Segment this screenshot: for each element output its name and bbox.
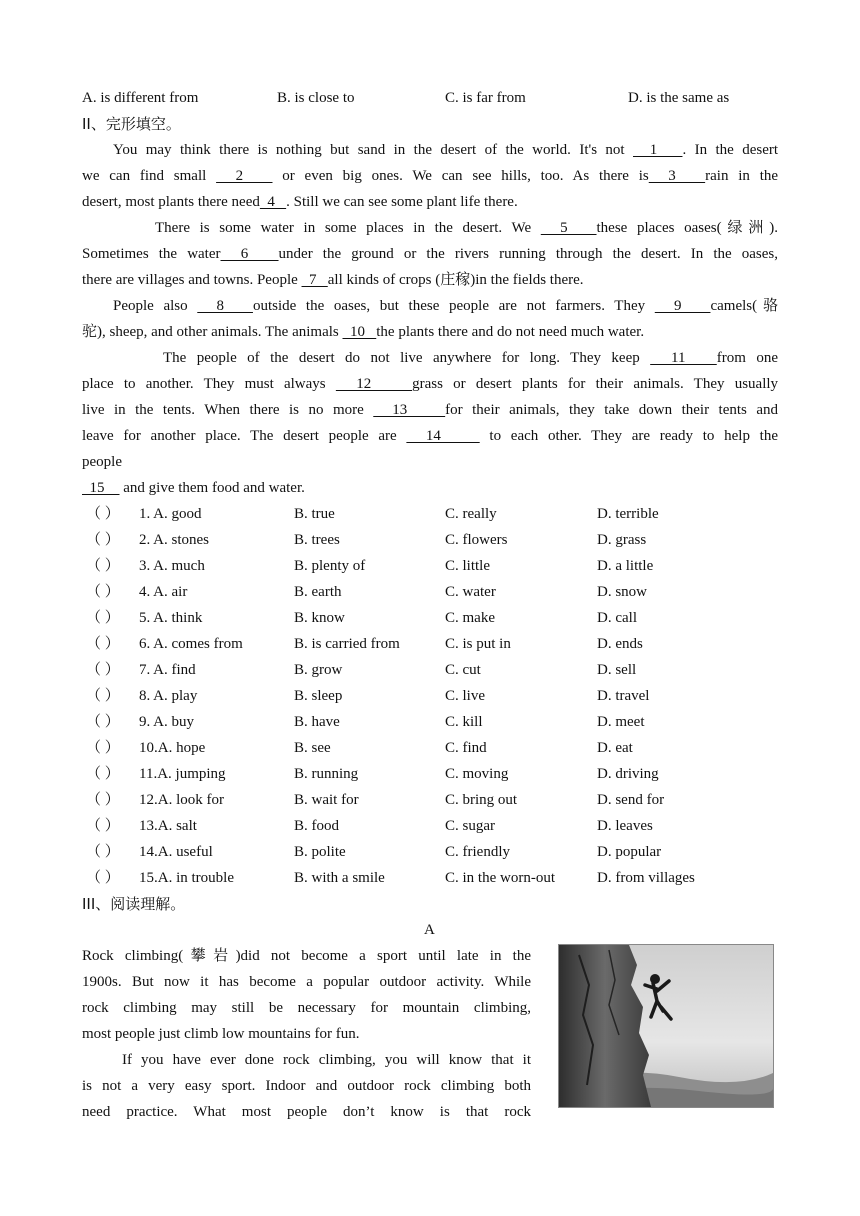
blank-7: 7 (301, 272, 328, 288)
passage-line-14: 15 and give them food and water. (82, 480, 305, 496)
option-b: B. see (294, 740, 331, 756)
option-b: B. plenty of (294, 558, 366, 574)
option-d: D. meet (597, 714, 645, 730)
passage-line-7: People also 8 outside the oases, but these people are not farmers. They 9 camels(骆 (113, 298, 778, 314)
question-row (86, 609, 786, 627)
question-row (86, 687, 786, 705)
blank-5: 5 (540, 220, 597, 236)
option-c: C. live (445, 688, 485, 704)
answer-paren: （ ） (86, 792, 120, 808)
option-a: 10.A. hope (139, 740, 206, 756)
option-d: D. grass (597, 532, 647, 548)
option-a: 9. A. buy (139, 714, 195, 730)
option-d: D. from villages (597, 870, 695, 886)
option-d: D. send for (597, 792, 665, 808)
option-c: C. water (445, 584, 496, 600)
option-b: B. grow (294, 662, 343, 678)
option-b: B. earth (294, 584, 342, 600)
passage-line-5: Sometimes the water 6 under the ground or the rivers running through the desert. In the oases, (82, 246, 778, 262)
prev-option-c: C. is far from (445, 90, 526, 106)
option-a: 2. A. stones (139, 532, 210, 548)
option-a: 12.A. look for (139, 792, 224, 808)
question-row (86, 635, 786, 653)
passage-label: A (424, 922, 435, 938)
blank-4: 4 (259, 194, 287, 210)
passage-line-12: leave for another place. The desert people are 14 to each other. They are ready to help the (82, 428, 779, 444)
answer-paren: （ ） (86, 662, 120, 678)
option-b: B. is carried from (294, 636, 400, 652)
option-b: B. know (294, 610, 345, 626)
question-row (86, 791, 786, 809)
option-c: C. kill (445, 714, 483, 730)
option-d: D. eat (597, 740, 633, 756)
option-a: 4. A. air (139, 584, 188, 600)
blank-9: 9 (654, 298, 711, 314)
option-c: C. friendly (445, 844, 510, 860)
option-b: B. running (294, 766, 359, 782)
option-d: D. snow (597, 584, 648, 600)
prev-option-b: B. is close to (277, 90, 355, 106)
blank-14: 14 (406, 428, 480, 444)
answer-paren: （ ） (86, 610, 120, 626)
reading-line-5: If you have ever done rock climbing, you will know that it (122, 1052, 531, 1068)
option-b: B. food (294, 818, 339, 834)
option-d: D. popular (597, 844, 662, 860)
option-a: 11.A. jumping (139, 766, 226, 782)
reading-line-3: rock climbing may still be necessary for mountain climbing, (82, 1000, 531, 1016)
option-d: D. call (597, 610, 637, 626)
passage-line-13: people (82, 454, 122, 470)
option-b: B. wait for (294, 792, 359, 808)
question-row (86, 583, 786, 601)
blank-11: 11 (650, 350, 717, 366)
option-d: D. travel (597, 688, 650, 704)
option-d: D. ends (597, 636, 643, 652)
answer-paren: （ ） (86, 636, 120, 652)
passage-line-4: There is some water in some places in the desert. We 5 these places oases(绿洲). (155, 220, 779, 236)
question-row (86, 661, 786, 679)
answer-paren: （ ） (86, 766, 120, 782)
passage-line-11: live in the tents. When there is no more 13 for their animals, they take down their tents and (82, 402, 779, 418)
answer-paren: （ ） (86, 558, 120, 574)
blank-6: 6 (220, 246, 279, 262)
option-a: 5. A. think (139, 610, 203, 626)
passage-line-9: The people of the desert do not live anywhere for long. They keep 11 from one (163, 350, 778, 366)
option-d: D. sell (597, 662, 637, 678)
option-c: C. moving (445, 766, 509, 782)
option-d: D. a little (597, 558, 654, 574)
prev-option-a: A. is different from (82, 90, 199, 106)
option-d: D. leaves (597, 818, 653, 834)
option-c: C. make (445, 610, 495, 626)
option-c: C. is put in (445, 636, 511, 652)
blank-12: 12 (335, 376, 413, 392)
option-b: B. polite (294, 844, 346, 860)
answer-paren: （ ） (86, 584, 120, 600)
answer-paren: （ ） (86, 532, 120, 548)
answer-paren: （ ） (86, 740, 120, 756)
question-row (86, 713, 786, 731)
option-c: C. find (445, 740, 487, 756)
answer-paren: （ ） (86, 844, 120, 860)
answer-paren: （ ） (86, 870, 120, 886)
passage-line-10: place to another. They must always 12 grass or desert plants for their animals. They usually (82, 376, 779, 392)
option-c: C. cut (445, 662, 481, 678)
answer-paren: （ ） (86, 818, 120, 834)
blank-10: 10 (342, 324, 377, 340)
option-a: 7. A. find (139, 662, 196, 678)
reading-line-7: need practice. What most people don’t know is that rock (82, 1104, 531, 1120)
passage-line-3: desert, most plants there need 4 . Still we can see some plant life there. (82, 194, 518, 210)
blank-8: 8 (197, 298, 253, 314)
option-b: B. sleep (294, 688, 343, 704)
reading-line-4: most people just climb low mountains for fun. (82, 1026, 360, 1042)
option-d: D. driving (597, 766, 659, 782)
option-a: 6. A. comes from (139, 636, 243, 652)
answer-paren: （ ） (86, 714, 120, 730)
option-b: B. have (294, 714, 340, 730)
question-row (86, 505, 786, 523)
option-a: 3. A. much (139, 558, 205, 574)
option-a: 14.A. useful (139, 844, 213, 860)
rock-climbing-photo (558, 944, 774, 1108)
option-d: D. terrible (597, 506, 659, 522)
option-b: B. trees (294, 532, 340, 548)
passage-line-1: You may think there is nothing but sand in the desert of the world. It's not 1 . In the desert (113, 142, 779, 158)
answer-paren: （ ） (86, 688, 120, 704)
option-c: C. little (445, 558, 490, 574)
reading-line-1: Rock climbing(攀岩)did not become a sport until late in the (82, 948, 531, 964)
blank-1: 1 (633, 142, 683, 158)
blank-15: 15 (82, 480, 120, 496)
option-c: C. really (445, 506, 497, 522)
question-row (86, 557, 786, 575)
option-c: C. flowers (445, 532, 508, 548)
reading-line-2: 1900s. But now it has become a popular outdoor activity. While (82, 974, 531, 990)
question-row (86, 869, 786, 887)
question-row (86, 843, 786, 861)
prev-option-d: D. is the same as (628, 90, 730, 106)
blank-2: 2 (216, 168, 273, 184)
blank-3: 3 (648, 168, 706, 184)
question-row (86, 817, 786, 835)
option-a: 8. A. play (139, 688, 198, 704)
passage-line-2: we can find small 2 or even big ones. We can see hills, too. As there is 3 rain in the (82, 168, 779, 184)
option-c: C. sugar (445, 818, 495, 834)
option-a: 13.A. salt (139, 818, 197, 834)
option-c: C. bring out (445, 792, 518, 808)
option-a: 1. A. good (139, 506, 202, 522)
question-row (86, 531, 786, 549)
passage-line-6: there are villages and towns. People 7 all kinds of crops (庄稼)in the fields there. (82, 272, 584, 288)
question-row (86, 765, 786, 783)
passage-line-8: 驼), sheep, and other animals. The animals 10 the plants there and do not need much water. (82, 324, 645, 340)
question-row (86, 739, 786, 757)
reading-line-6: is not a very easy sport. Indoor and outdoor rock climbing both (82, 1078, 531, 1094)
blank-13: 13 (373, 402, 446, 418)
section-2-title: II、完形填空。 (82, 115, 181, 133)
answer-paren: （ ） (86, 506, 120, 522)
option-a: 15.A. in trouble (139, 870, 234, 886)
option-c: C. in the worn-out (445, 870, 555, 886)
rock-climbing-illustration (559, 945, 773, 1107)
option-b: B. with a smile (294, 870, 385, 886)
section-3-title: III、阅读理解。 (82, 895, 186, 913)
option-b: B. true (294, 506, 335, 522)
